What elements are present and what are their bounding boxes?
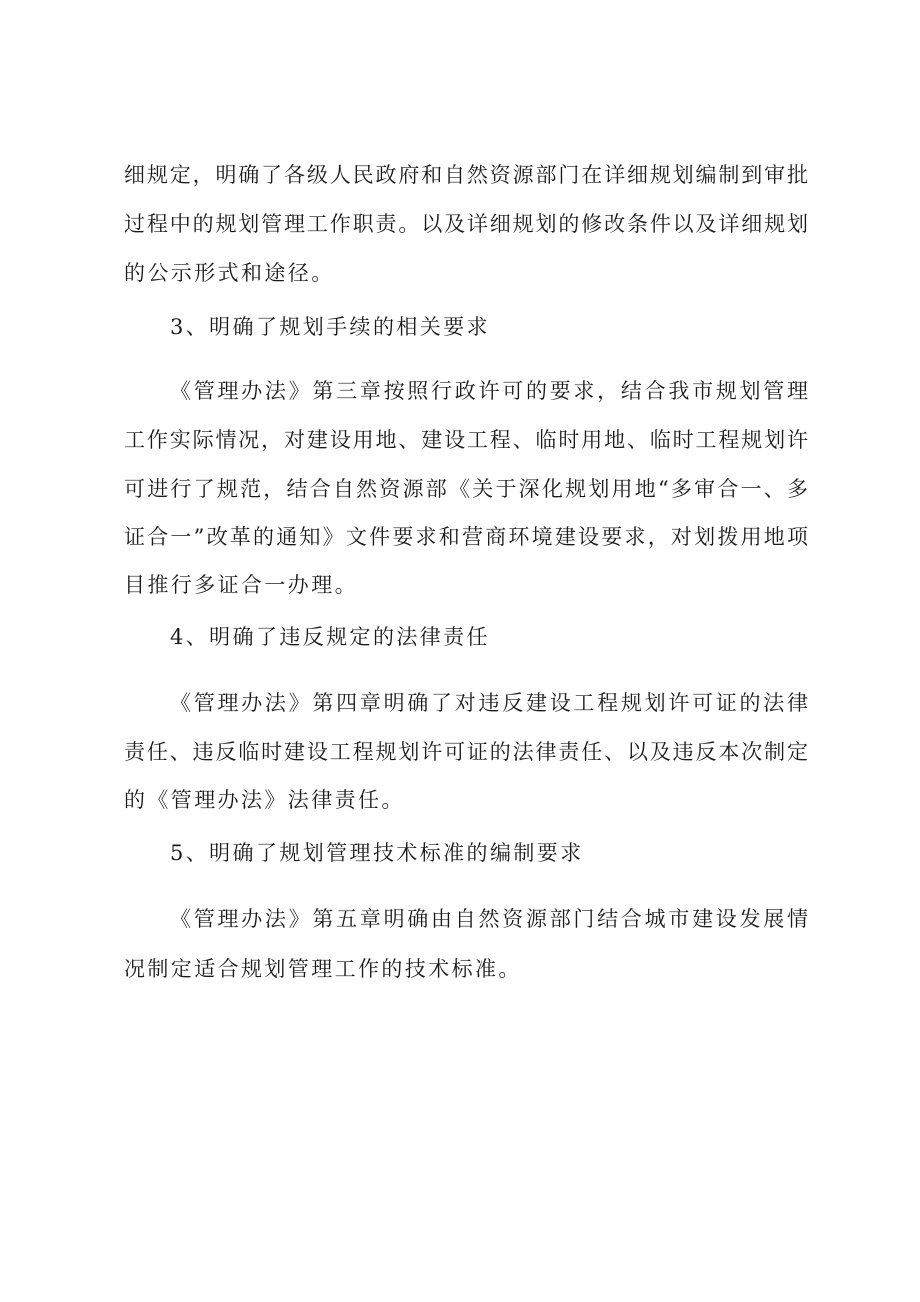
paragraph-line: 《管理办法》第五章明确由自然资源部门结合城市建设发展情	[170, 907, 808, 931]
paragraph-line: 责任、违反临时建设工程规划许可证的法律责任、以及违反本次制定	[124, 740, 808, 764]
paragraph-line: 《管理办法》第三章按照行政许可的要求，结合我市规划管理	[170, 379, 808, 403]
paragraph-line: 况制定适合规划管理工作的技术标准。	[124, 957, 522, 981]
paragraph-line: 证合一”改革的通知》文件要求和营商环境建设要求，对划拨用地项	[124, 525, 808, 549]
paragraph-line: 的公示形式和途径。	[124, 261, 335, 285]
section-heading: 4、明确了违反规定的法律责任	[170, 625, 490, 649]
paragraph-line: 的《管理办法》法律责任。	[124, 788, 405, 812]
paragraph-line: 《管理办法》第四章明确了对违反建设工程规划许可证的法律	[170, 691, 808, 715]
paragraph-line: 目推行多证合一办理。	[124, 573, 358, 597]
paragraph-line: 工作实际情况，对建设用地、建设工程、临时用地、临时工程规划许	[124, 428, 808, 452]
paragraph-line: 可进行了规范，结合自然资源部《关于深化规划用地“多审合一、多	[124, 477, 808, 501]
section-heading: 3、明确了规划手续的相关要求	[170, 315, 490, 339]
paragraph-line: 细规定，明确了各级人民政府和自然资源部门在详细规划编制到审批	[124, 163, 808, 187]
paragraph-line: 过程中的规划管理工作职责。以及详细规划的修改条件以及详细规划	[124, 212, 808, 236]
section-heading: 5、明确了规划管理技术标准的编制要求	[170, 841, 584, 865]
